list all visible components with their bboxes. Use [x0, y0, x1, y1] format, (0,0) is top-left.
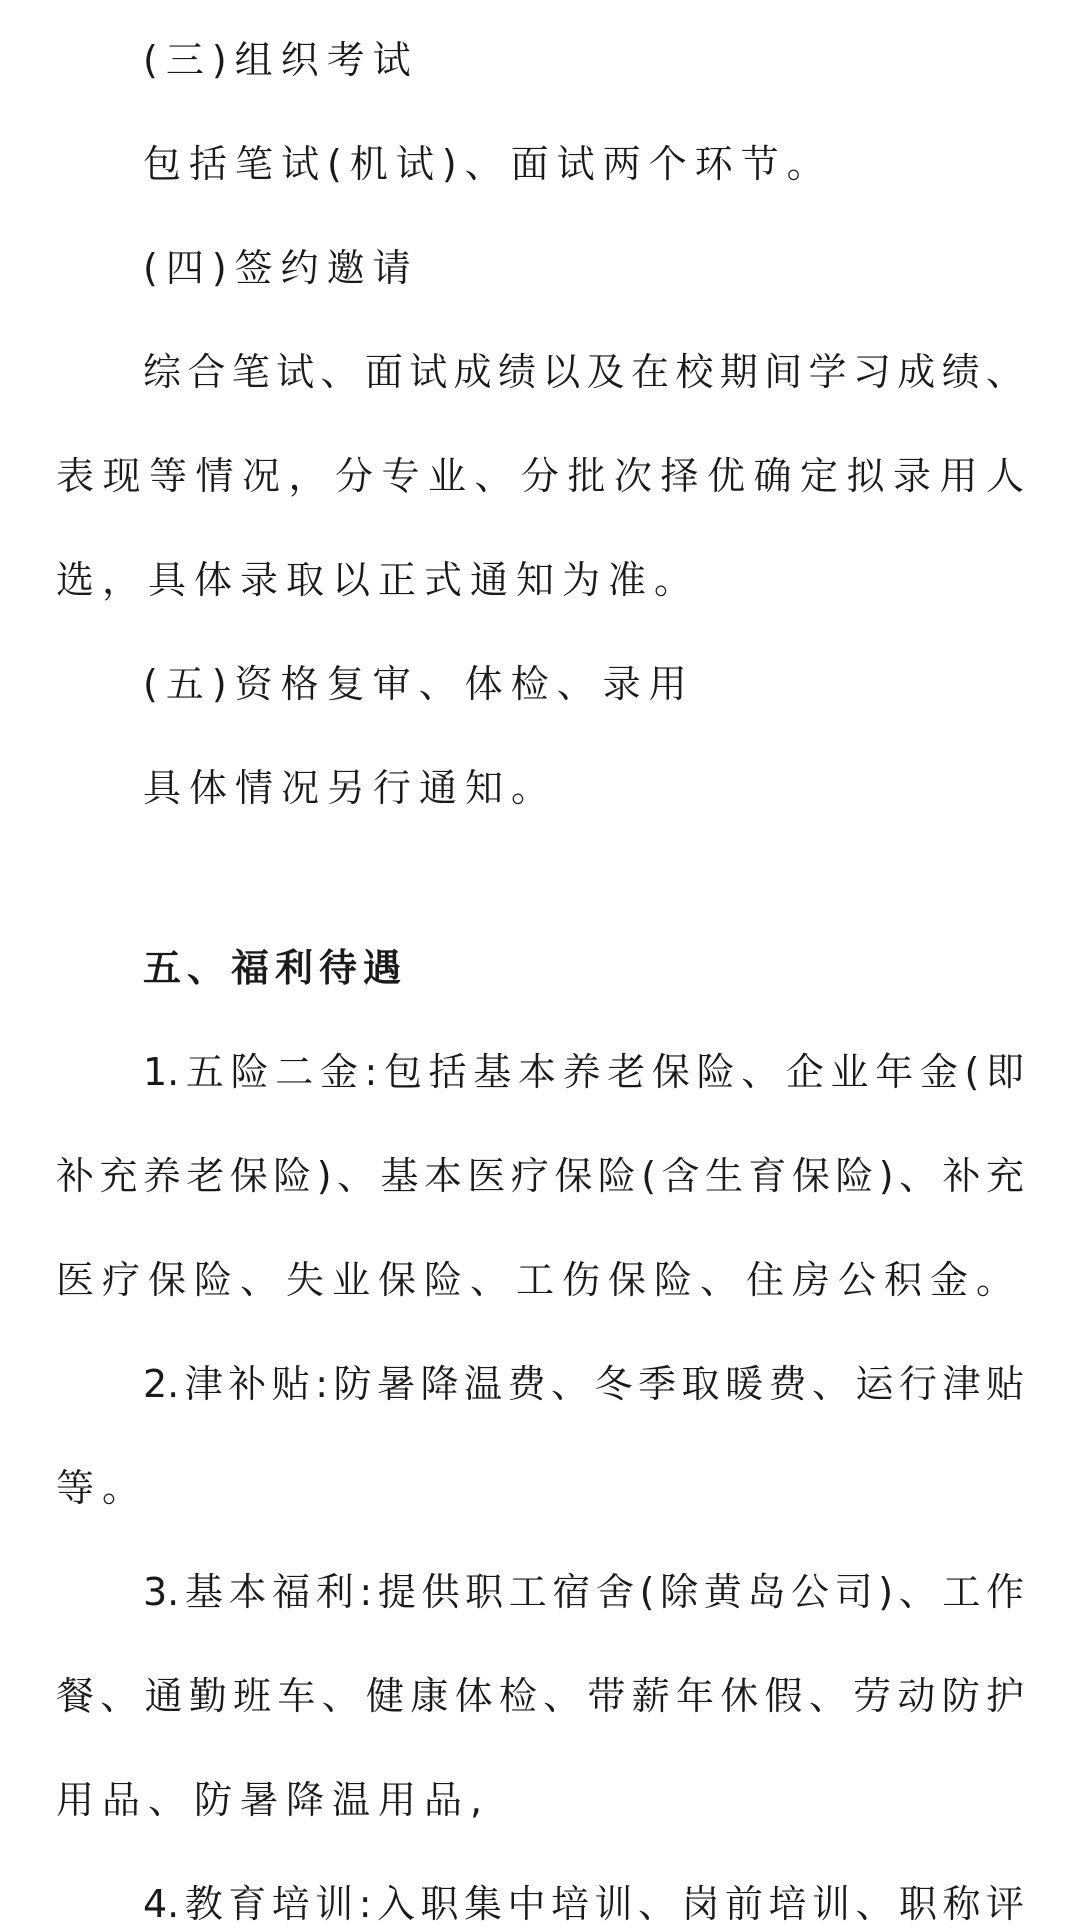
paragraph-line: 等。: [56, 1466, 149, 1510]
paragraph-line: 餐、通勤班车、健康体检、带薪年休假、劳动防护: [56, 1674, 1024, 1718]
paragraph-line: 2.津补贴:防暑降温费、冬季取暖费、运行津贴: [143, 1362, 1024, 1406]
paragraph-line: 具体情况另行通知。: [143, 766, 558, 810]
subheading-organize-exam: (三)组织考试: [143, 38, 419, 82]
subheading-sign-invitation: (四)签约邀请: [143, 246, 419, 290]
paragraph-line: 用品、防暑降温用品,: [56, 1778, 491, 1822]
subheading-review-hiring: (五)资格复审、体检、录用: [143, 662, 695, 706]
paragraph-line: 综合笔试、面试成绩以及在校期间学习成绩、: [143, 350, 1024, 394]
paragraph-line: 选，具体录取以正式通知为准。: [56, 558, 701, 602]
paragraph-line: 3.基本福利:提供职工宿舍(除黄岛公司)、工作: [143, 1570, 1024, 1614]
paragraph-line: 4.教育培训:入职集中培训、岗前培训、职称评: [143, 1882, 1024, 1926]
section-heading-benefits: 五、福利待遇: [143, 946, 408, 990]
paragraph-line: 包括笔试(机试)、面试两个环节。: [143, 142, 833, 186]
paragraph-line: 医疗保险、失业保险、工伤保险、住房公积金。: [56, 1258, 1023, 1302]
paragraph-line: 1.五险二金:包括基本养老保险、企业年金(即: [143, 1050, 1024, 1094]
paragraph-line: 表现等情况，分专业、分批次择优确定拟录用人: [56, 454, 1024, 498]
paragraph-line: 补充养老保险)、基本医疗保险(含生育保险)、补充: [56, 1154, 1024, 1198]
